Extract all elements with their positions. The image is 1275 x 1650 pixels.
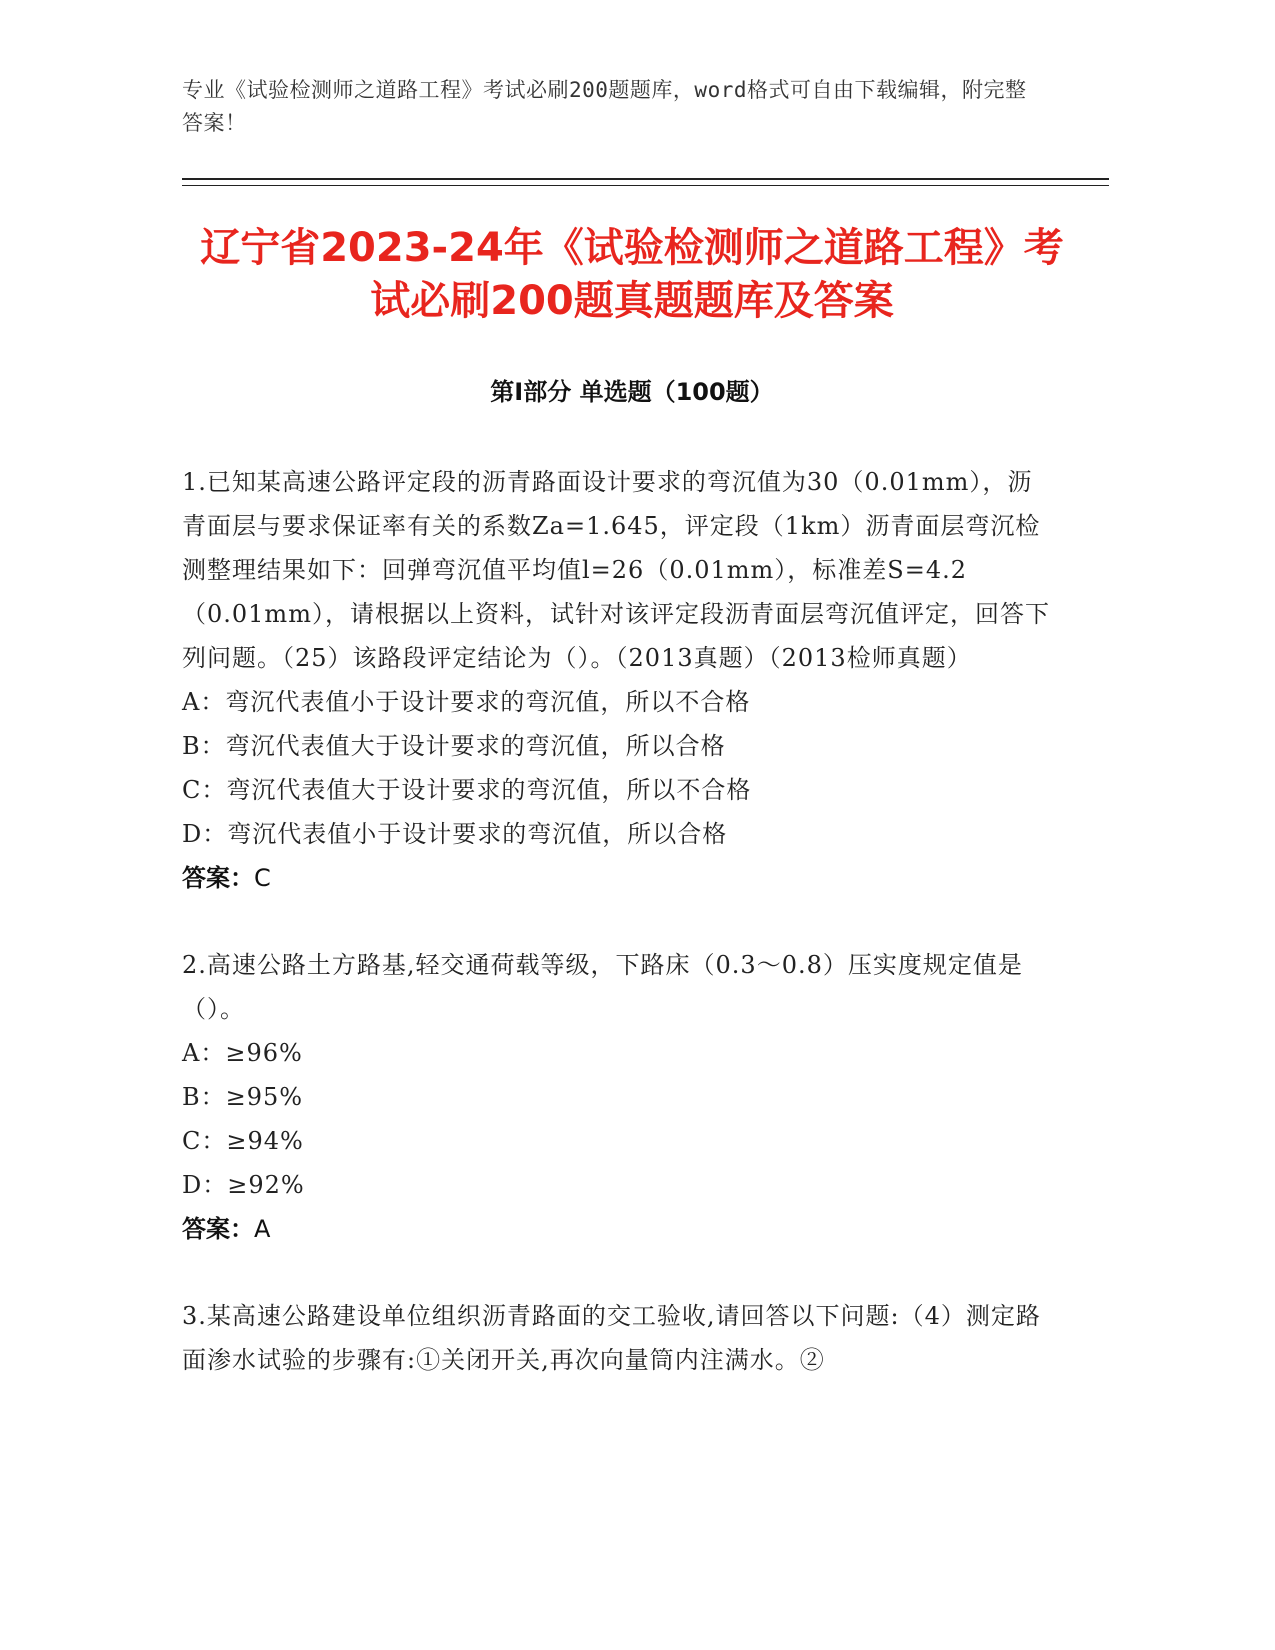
answer-label: 答案： — [182, 864, 254, 892]
question-1 — [182, 460, 1050, 900]
header-divider-thick — [182, 178, 1109, 180]
answer-line — [182, 1207, 1050, 1251]
question-3 — [182, 1294, 1050, 1382]
section-title: 第Ⅰ部分 单选题（100题） — [490, 378, 774, 406]
option-c: C：≥94% — [182, 1127, 304, 1155]
option-d: D：≥92% — [182, 1171, 305, 1199]
answer-value: A — [254, 1215, 271, 1243]
header-divider-thin — [182, 185, 1109, 186]
document-title: 辽宁省2023-24年《试验检测师之道路工程》考试必刷200题真题题库及答案 — [200, 225, 1064, 324]
header-note: 专业《试验检测师之道路工程》考试必刷200题题库，word格式可自由下载编辑，附完整答案！ — [182, 78, 1027, 135]
question-stem: 1.已知某高速公路评定段的沥青路面设计要求的弯沉值为30（0.01mm），沥青面层与要求保证率有关的系数Za=1.645，评定段（1km）沥青面层弯沉检测整理结果如下：回弹弯沉值平均值l=26（0.01mm），标准差S=4.2（0.01mm），请根据以上资料，试针对该评定段沥青面层弯沉值评定，回答下列问题。（25）该路段评定结论为（）。（2013真题）（2013检师真题） — [182, 468, 1050, 672]
question-stem: 3.某高速公路建设单位组织沥青路面的交工验收,请回答以下问题:（4）测定路面渗水试验的步骤有:①关闭开关,再次向量筒内注满水。② — [182, 1302, 1041, 1374]
option-a: A：弯沉代表值小于设计要求的弯沉值，所以不合格 — [182, 688, 751, 716]
question-list — [182, 460, 1050, 1425]
answer-line — [182, 856, 1050, 900]
answer-value: C — [254, 864, 271, 892]
option-b: B：≥95% — [182, 1083, 304, 1111]
option-d: D：弯沉代表值小于设计要求的弯沉值，所以合格 — [182, 820, 728, 848]
question-stem: 2.高速公路土方路基,轻交通荷载等级，下路床（0.3～0.8）压实度规定值是（）。 — [182, 951, 1023, 1023]
answer-label: 答案： — [182, 1215, 254, 1243]
option-c: C：弯沉代表值大于设计要求的弯沉值，所以不合格 — [182, 776, 752, 804]
option-a: A：≥96% — [182, 1039, 303, 1067]
option-b: B：弯沉代表值大于设计要求的弯沉值，所以合格 — [182, 732, 726, 760]
question-2 — [182, 943, 1050, 1251]
